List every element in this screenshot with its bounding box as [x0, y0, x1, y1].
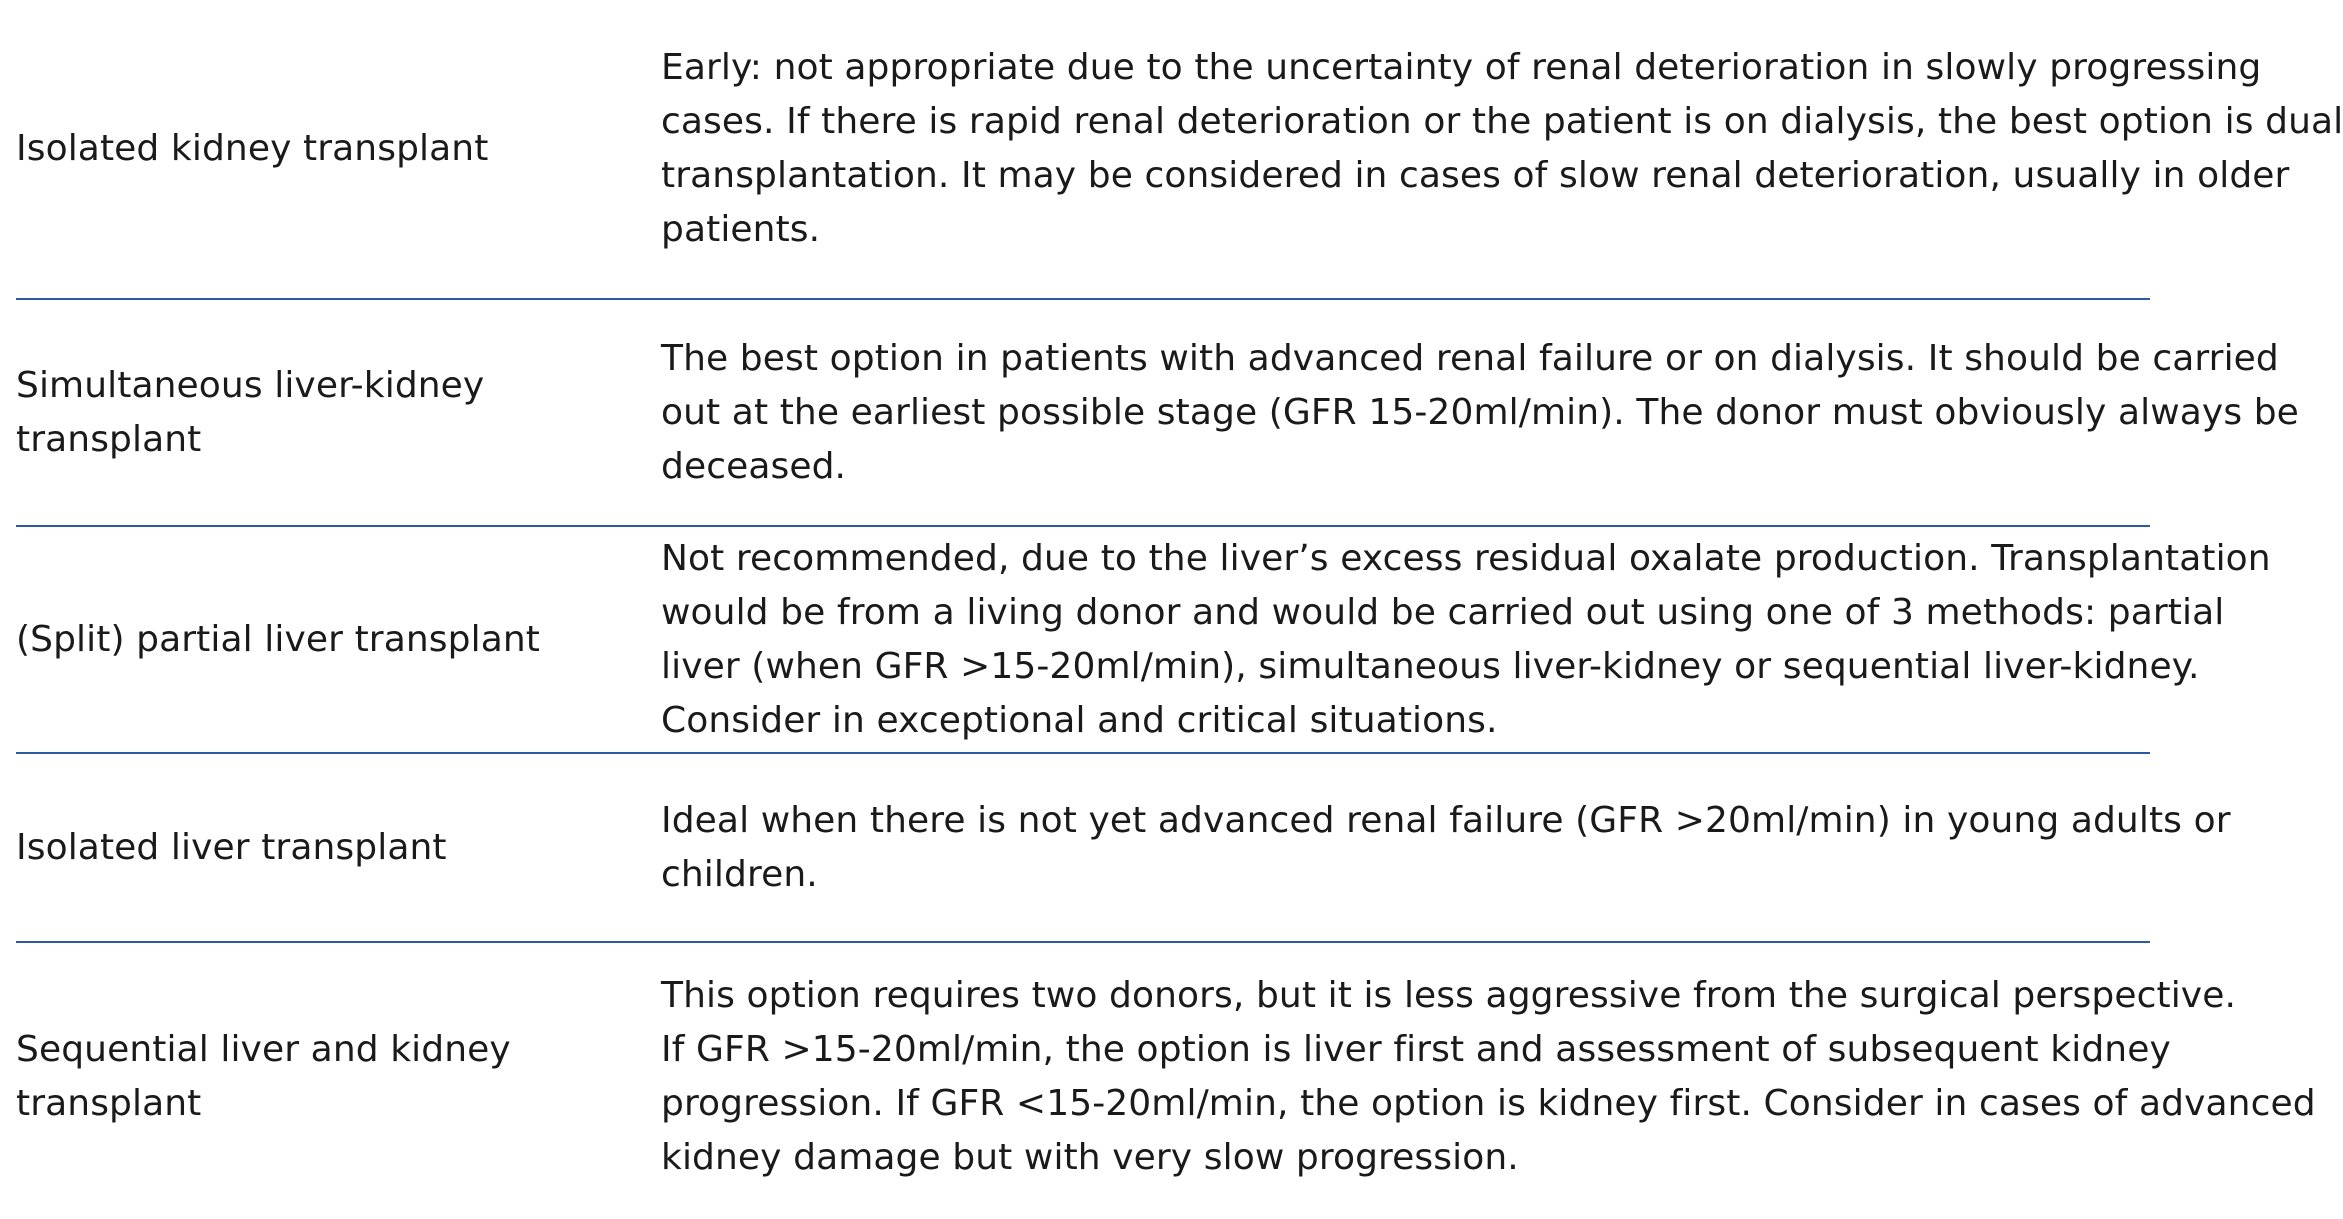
description-line: children. — [661, 853, 818, 895]
description-line: Early: not appropriate due to the uncertainty of renal deterioration in slowly progressing — [661, 47, 2262, 88]
row-description — [661, 754, 2231, 941]
description-line: cases. If there is rapid renal deterioration or the patient is on dialysis, the best option is dual — [661, 101, 2343, 142]
row-description — [661, 527, 2271, 752]
table-row — [16, 0, 2343, 300]
description-line: transplantation. It may be considered in cases of slow renal deterioration, usually in older — [661, 155, 2290, 196]
row-label: Isolated kidney transplant — [16, 128, 489, 169]
row-description — [661, 0, 2343, 298]
row-description — [661, 300, 2299, 525]
description-line: Not recommended, due to the liver’s excess residual oxalate production. Transplantation — [661, 537, 2271, 579]
table-row — [16, 754, 2231, 943]
description-line: Consider in exceptional and critical situations. — [661, 699, 1498, 741]
row-label: Sequential liver and kidney transplant — [16, 1029, 511, 1124]
row-label: Isolated liver transplant — [16, 826, 447, 868]
description-line: progression. If GFR <15-20ml/min, the option is kidney first. Consider in cases of advanced — [661, 1083, 2316, 1124]
table-row — [16, 943, 2316, 1211]
description-line: liver (when GFR >15-20ml/min), simultaneous liver-kidney or sequential liver-kidney. — [661, 645, 2200, 687]
table-row — [16, 527, 2271, 754]
description-line: patients. — [661, 209, 821, 250]
description-line: out at the earliest possible stage (GFR 15-20ml/min). The donor must obviously always be — [661, 391, 2299, 433]
description-line: kidney damage but with very slow progression. — [661, 1137, 1519, 1178]
row-label: (Split) partial liver transplant — [16, 618, 540, 660]
table-row — [16, 300, 2299, 527]
description-line: The best option in patients with advanced renal failure or on dialysis. It should be carried — [661, 337, 2279, 379]
row-description — [661, 943, 2316, 1211]
description-line: would be from a living donor and would be carried out using one of 3 methods: partial — [661, 591, 2225, 633]
description-line: If GFR >15-20ml/min, the option is liver first and assessment of subsequent kidney — [661, 1029, 2171, 1070]
description-line: This option requires two donors, but it is less aggressive from the surgical perspective. — [661, 975, 2236, 1016]
row-label: Simultaneous liver-kidney transplant — [16, 364, 485, 460]
description-line: deceased. — [661, 445, 847, 487]
description-line: Ideal when there is not yet advanced renal failure (GFR >20ml/min) in young adults or — [661, 799, 2231, 841]
